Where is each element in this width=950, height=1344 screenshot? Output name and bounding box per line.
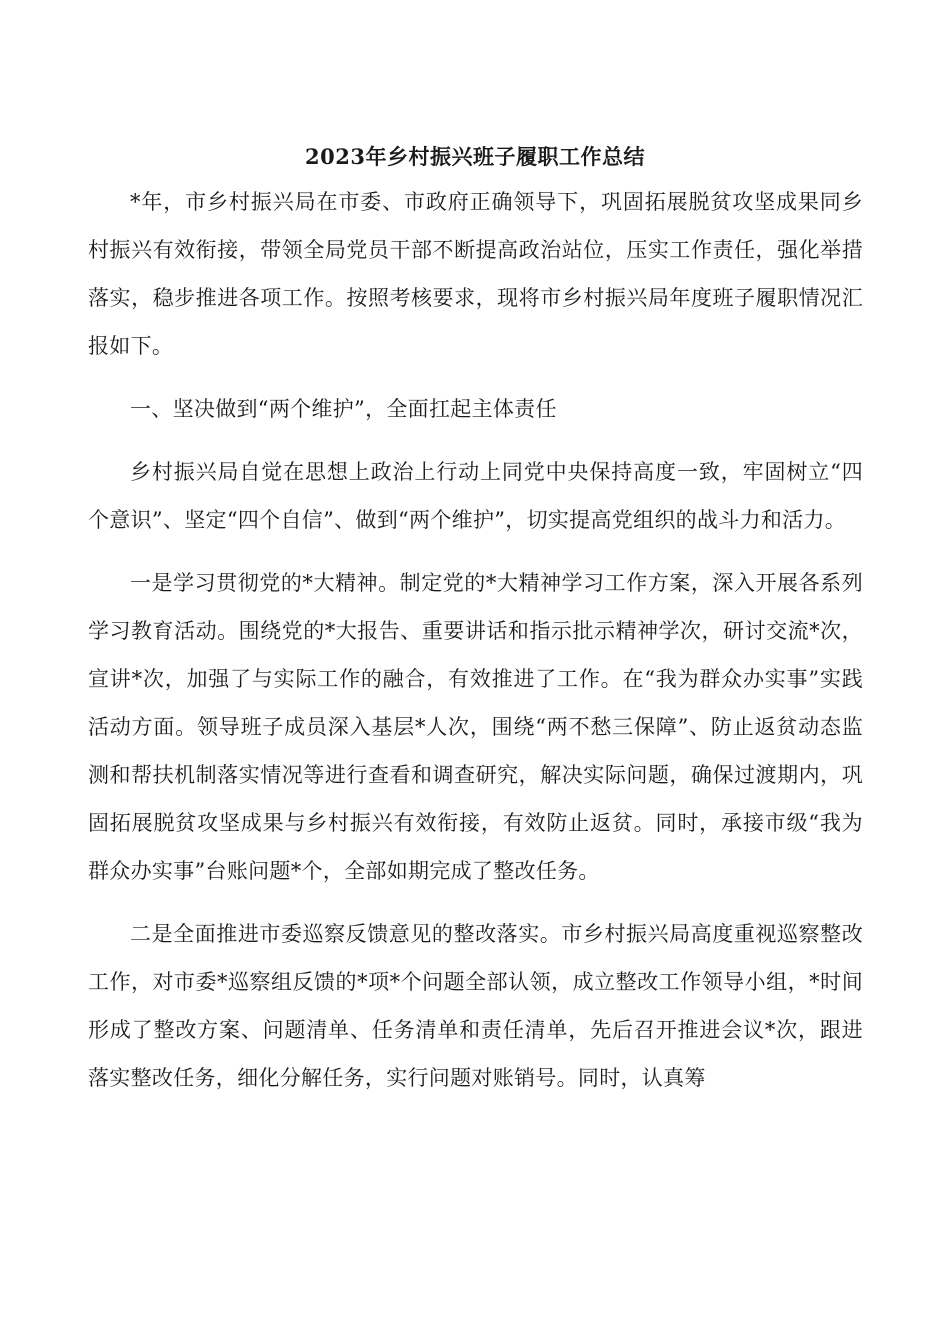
document-body [88,178,863,1117]
paragraph-section-1: 乡村振兴局自觉在思想上政治上行动上同党中央保持高度一致，牢固树立“四个意识”、坚定“四个自信”、做到“两个维护”，切实提高党组织的战斗力和活力。 [88,460,863,532]
paragraph-intro: *年，市乡村振兴局在市委、市政府正确领导下，巩固拓展脱贫攻坚成果同乡村振兴有效衔接，带领全局党员干部不断提高政治站位，压实工作责任，强化举措落实，稳步推进各项工作。按照考核要求，现将市乡村振兴局年度班子履职情况汇报如下。 [88,190,863,358]
document-title: 2023年乡村振兴班子履职工作总结 [305,144,645,169]
paragraph-item-2: 二是全面推进市委巡察反馈意见的整改落实。市乡村振兴局高度重视巡察整改工作，对市委*巡察组反馈的*项*个问题全部认领，成立整改工作领导小组，*时间形成了整改方案、问题清单、任务清单和责任清单，先后召开推进会议*次，跟进落实整改任务，细化分解任务，实行问题对账销号。同时，认真筹 [88,922,863,1090]
paragraph-item-1: 一是学习贯彻党的*大精神。制定党的*大精神学习工作方案，深入开展各系列学习教育活动。围绕党的*大报告、重要讲话和指示批示精神学次，研讨交流*次，宣讲*次，加强了与实际工作的融合，有效推进了工作。在“我为群众办实事”实践活动方面。领导班子成员深入基层*人次，围绕“两不愁三保障”、防止返贫动态监测和帮扶机制落实情况等进行查看和调查研究，解决实际问题，确保过渡期内，巩固拓展脱贫攻坚成果与乡村振兴有效衔接，有效防止返贫。同时，承接市级“我为群众办实事”台账问题*个，全部如期完成了整改任务。 [88,571,863,883]
section-heading-1: 一、坚决做到“两个维护”，全面扛起主体责任 [130,397,557,421]
